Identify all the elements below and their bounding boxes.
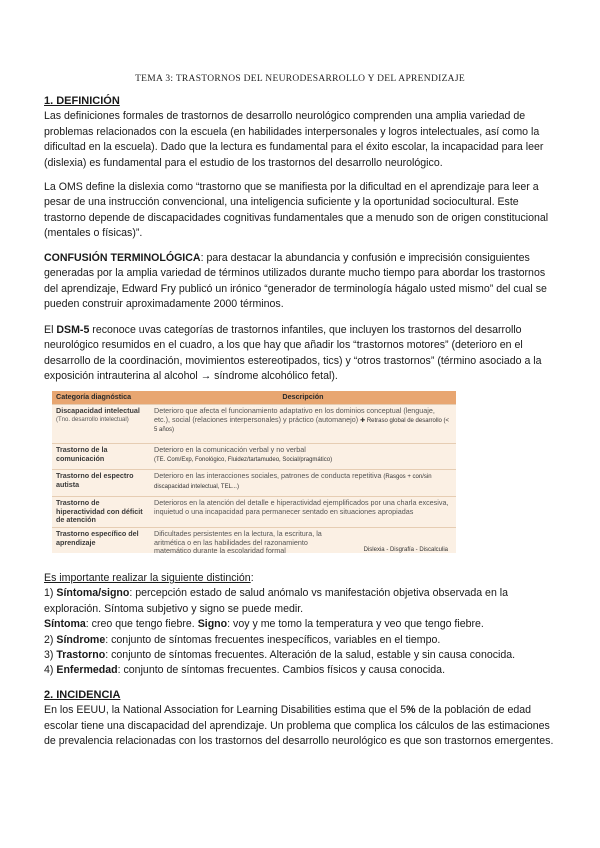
- item-term: Síndrome: [56, 633, 106, 646]
- paragraph-confusion: [44, 251, 556, 313]
- row-handwritten-note: (Rasgos + con/sin discapacidad intelectual, TEL...): [154, 474, 432, 490]
- dsm-term: DSM-5: [56, 324, 90, 336]
- row-description: Deterioros en la atención del detalle e hiperactividad ejemplificados por una charla excesiva, inquietud o una incapacidad para permanecer sentado en situaciones apropiadas: [154, 498, 449, 516]
- table-row: [52, 527, 456, 558]
- section-incidencia: [44, 688, 556, 750]
- paragraph-oms-text: La OMS define la dislexia como “trastorno que se manifiesta por la dificultad en el aprendizaje para leer a pesar de una instrucción convencional, una inteligencia suficiente y la oportunidad sociocultural. Este trastorno depende de discapacidades cognitivas fundamentales que a menudo son de origen constitucional (mentales o físicas)”.: [44, 181, 549, 240]
- item-text: : voy y me tomo la temperatura y veo que tengo fiebre.: [227, 618, 484, 631]
- section-distincion: [44, 571, 556, 679]
- item-text: : conjunto de síntomas frecuentes. Cambios físicos y causa conocida.: [117, 664, 446, 677]
- item-text: : conjunto de síntomas frecuentes. Alteración de la salud, estable y sin causa conocida.: [105, 649, 516, 662]
- row-category: Trastorno de la comunicación: [56, 445, 108, 463]
- dsm-text: reconoce uvas categorías de trastornos infantiles, que incluyen los trastornos del desarrollo neurológico resumidos en el cuadro, a los que hay que añadir los “trastornos motores” (deterioro en el desarrollo de la coordinación, movimientos estereotipados, tics) y “otros trastornos” (término asociado a la exposición intrauterina al alcohol → síndrome alcohólico fetal).: [44, 324, 542, 383]
- paragraph-oms: [44, 180, 556, 242]
- document-title: TEMA 3: TRASTORNOS DEL NEURODESARROLLO Y DEL APRENDIZAJE: [135, 74, 465, 84]
- confusion-term: CONFUSIÓN TERMINOLÓGICA: [44, 252, 201, 264]
- row-description: Deterioro en la comunicación verbal y no verbal: [154, 445, 306, 454]
- distincion-colon: :: [250, 572, 254, 584]
- row-handwritten-note: ✚ Retraso global de desarrollo (< 5 años): [154, 417, 450, 434]
- paragraph-definiciones: Las definiciones formales de trastornos de desarrollo neurológico comprenden una amplia variedad de problemas relacionados con la escuela (en habilidades interpersonales y logros intelectuales, así como la dificultad en la escuela). Dado que la lectura es fundamental para el éxito escolar, la incapacidad para leer (dislexia) es fundamental para el estudio de los trastornos del desarrollo neurológico.: [44, 110, 544, 169]
- item-number: 4): [44, 664, 57, 677]
- item-term: Enfermedad: [56, 664, 118, 677]
- row-handwritten-note: (TE. Com/Exp, Fonológico, Fluidez/tartamudeo, Social/pragmático): [154, 456, 333, 463]
- section-heading-definicion: 1. DEFINICIÓN: [44, 95, 120, 107]
- table-row: [52, 404, 456, 443]
- row-category: Trastorno de hiperactividad con déficit de atención: [56, 498, 143, 525]
- table-footnote: Dislexia - Disgrafía - Discalculia: [363, 547, 448, 554]
- row-description: Deterioro en las interacciones sociales, patrones de conducta repetitiva: [154, 471, 382, 480]
- incidencia-text: de la población de edad escolar tiene una discapacidad del aprendizaje. Un problema que complica los cálculos de las estimaciones de prevalencia relacionadas con los trastornos del desarrollo neurológico es que son trastornos emergentes.: [44, 704, 554, 748]
- table-header-category: Categoría diagnóstica: [56, 392, 132, 401]
- row-category: Trastorno específico del aprendizaje: [56, 529, 139, 547]
- table-row: [52, 443, 456, 469]
- row-subcategory: (Tno. desarrollo intelectual): [56, 416, 129, 423]
- row-description: Deterioro que afecta el funcionamiento adaptativo en los dominios conceptual (lenguaje, etc.), social (relaciones interpersonales) y práctico (automanejo): [154, 406, 435, 424]
- item-number: 1): [44, 587, 57, 600]
- item-term: Trastorno: [56, 649, 106, 662]
- section-heading-incidencia: 2. INCIDENCIA: [44, 689, 121, 701]
- table-header: [52, 391, 456, 404]
- incidencia-percent: %: [406, 704, 416, 717]
- paragraph-dsm5: [44, 323, 556, 385]
- row-category: Discapacidad intelectual: [56, 406, 140, 415]
- item-number: 2): [44, 633, 57, 646]
- incidencia-text: En los EEUU, la National Association for Learning Disabilities estima que el 5: [44, 704, 407, 717]
- row-description: Dificultades persistentes en la lectura, la escritura, la aritmética o en las habilidades del razonamiento matemático durante la escolaridad formal: [154, 529, 322, 556]
- confusion-text: : para destacar la abundancia y confusión e imprecisión consiguientes generadas por la amplia variedad de términos utilizados durante mucho tiempo para abordar los trastornos del aprendizaje, Edward Fry publicó un irónico “generador de terminología hágalo usted mismo” del cual se pueden construir aproximadamente 2000 términos.: [44, 252, 547, 311]
- distincion-intro: Es importante realizar la siguiente distinción: [44, 572, 251, 584]
- table-row: [52, 469, 456, 496]
- item-text: : creo que tengo fiebre.: [85, 618, 198, 631]
- item-term: Síntoma/signo: [56, 587, 130, 600]
- dsm-table-image: [52, 391, 456, 556]
- section-definicion: [44, 94, 556, 171]
- table-row: [52, 496, 456, 527]
- dsm-prefix: El: [44, 324, 57, 336]
- item-text: : percepción estado de salud anómalo vs manifestación objetiva observada en la exploración. Síntoma subjetivo y signo se puede medir.: [44, 587, 509, 615]
- table-header-description: Descripción: [282, 392, 324, 401]
- item-term: Signo: [197, 618, 228, 631]
- item-number: 3): [44, 649, 57, 662]
- item-term: Síntoma: [44, 618, 86, 631]
- item-text: : conjunto de síntomas frecuentes inespecíficos, variables en el tiempo.: [105, 633, 441, 646]
- row-category: Trastorno del espectro autista: [56, 471, 134, 489]
